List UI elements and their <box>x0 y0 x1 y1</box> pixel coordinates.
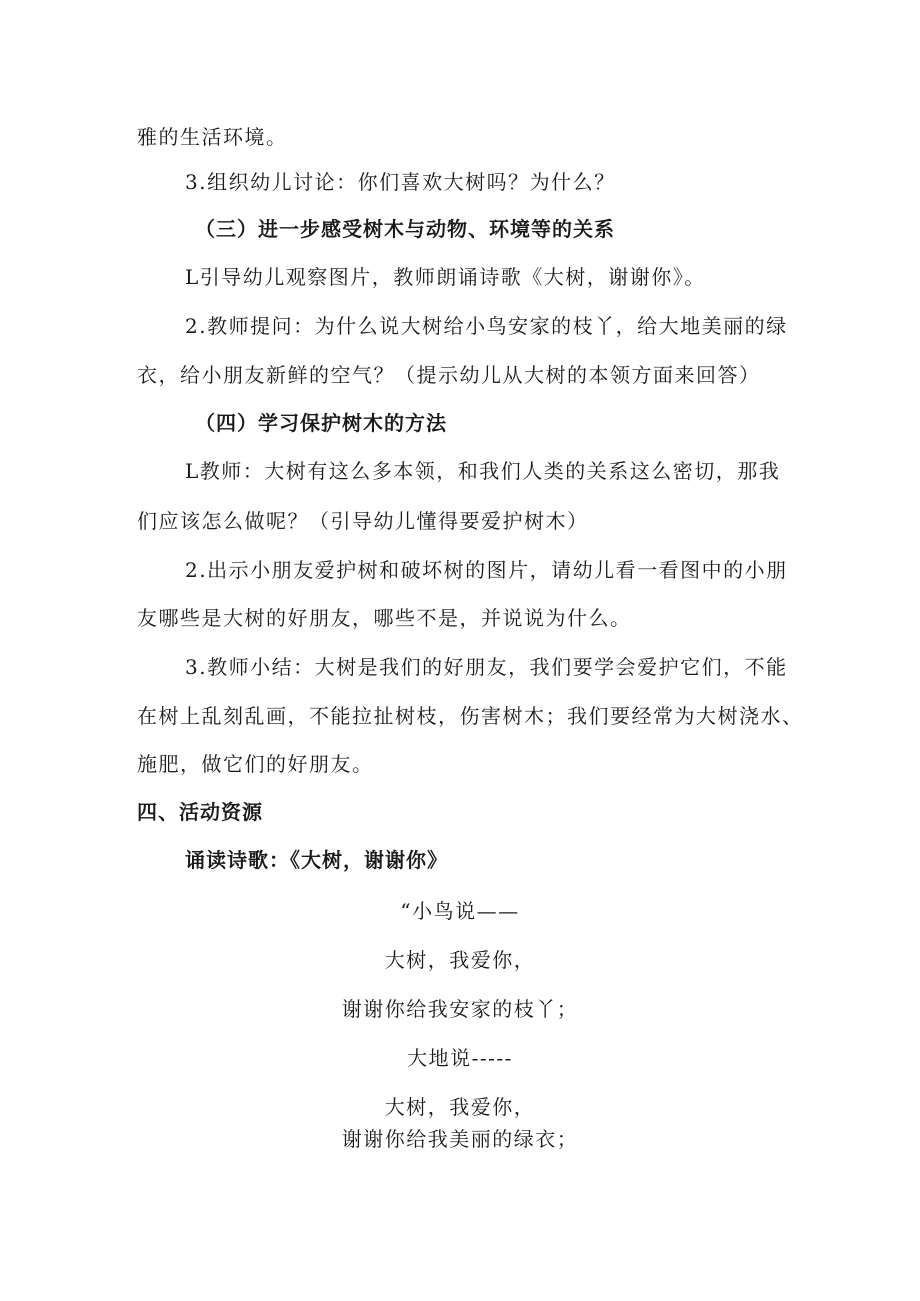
paragraph-line: 3.教师小结：大树是我们的好朋友，我们要学会爱护它们，不能 <box>185 655 788 679</box>
paragraph-line: 衣，给小朋友新鲜的空气？（提示幼儿从大树的本领方面来回答） <box>137 363 761 387</box>
paragraph-line: L教师：大树有这么多本领，和我们人类的关系这么密切，那我 <box>185 459 781 483</box>
paragraph-line: L引导幼儿观察图片，教师朗诵诗歌《大树，谢谢你》。 <box>185 265 706 289</box>
section-heading: （三）进一步感受树木与动物、环境等的关系 <box>195 217 615 241</box>
paragraph-line: 友哪些是大树的好朋友，哪些不是，并说说为什么。 <box>137 606 632 630</box>
paragraph-line: 2.出示小朋友爱护树和破坏树的图片，请幼儿看一看图中的小朋 <box>185 558 788 582</box>
poem-line: 大地说----- <box>407 1046 513 1070</box>
poem-title: 诵读诗歌：《大树，谢谢你》 <box>185 848 448 872</box>
paragraph-line: 3.组织幼儿讨论：你们喜欢大树吗？为什么？ <box>185 170 616 194</box>
poem-line: 谢谢你给我安家的枝丫； <box>341 997 579 1021</box>
poem-line: 谢谢你给我美丽的绿衣； <box>341 1127 579 1151</box>
paragraph-line: 在树上乱刻乱画，不能拉扯树枝，伤害树木；我们要经常为大树浇水、 <box>137 704 804 728</box>
poem-line: 大树，我爱你， <box>384 948 536 972</box>
poem-line: “小鸟说—— <box>400 899 520 923</box>
paragraph-line: 雅的生活环境。 <box>137 125 288 149</box>
paragraph-line: 2.教师提问：为什么说大树给小鸟安家的枝丫，给大地美丽的绿 <box>185 314 788 338</box>
section-heading: （四）学习保护树木的方法 <box>195 411 447 435</box>
poem-line: 大树，我爱你， <box>384 1095 536 1119</box>
paragraph-line: 们应该怎么做呢？（引导幼儿懂得要爱护树木） <box>137 509 589 533</box>
paragraph-line: 施肥，做它们的好朋友。 <box>137 752 374 776</box>
section-heading: 四、活动资源 <box>137 800 263 824</box>
